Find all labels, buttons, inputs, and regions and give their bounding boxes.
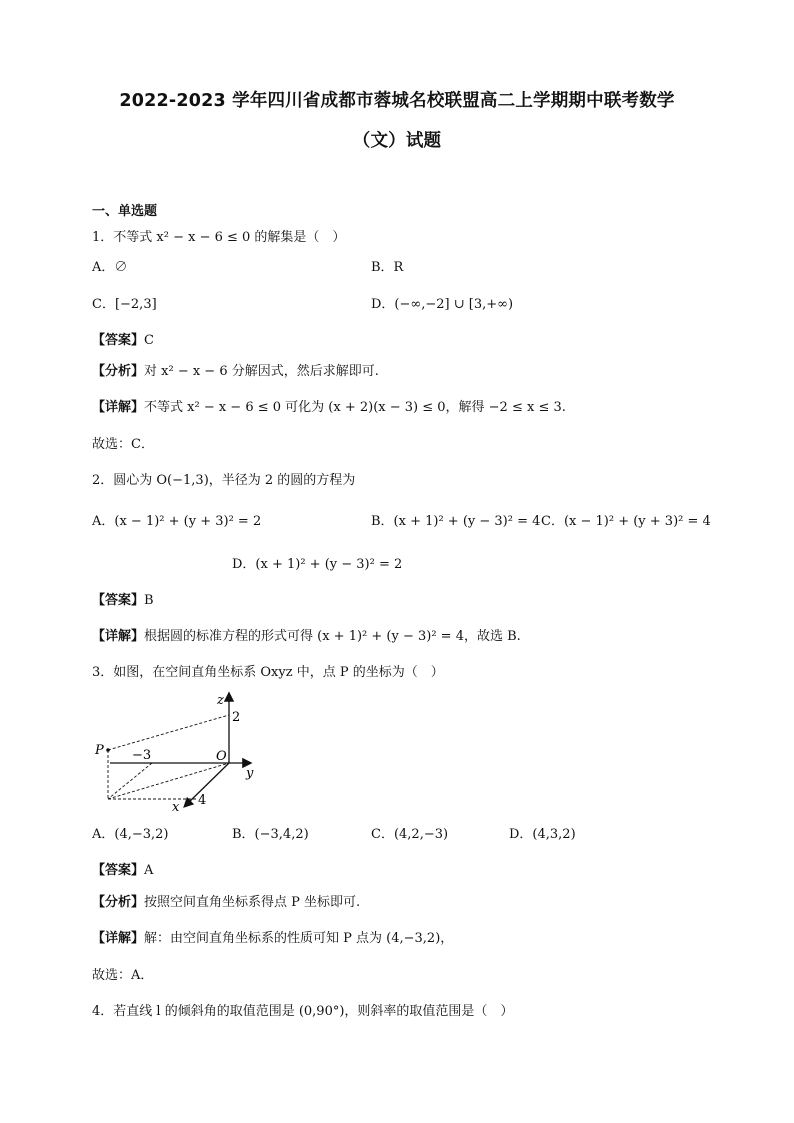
q1-analysis-row: [92, 363, 379, 381]
q3-analysis-row: [92, 894, 360, 912]
q2-answer-row: [92, 592, 154, 610]
coordinate-system-figure: [90, 688, 280, 818]
answer-tag: 【答案】: [92, 333, 145, 348]
x-axis: [185, 763, 229, 806]
q2-option-a: A．(x − 1)² + (y + 3)² = 2: [92, 514, 262, 529]
q3-option-b: B．(−3,4,2): [232, 827, 309, 842]
q2-option-d: D．(x + 1)² + (y − 3)² = 2: [232, 557, 403, 572]
answer-tag: 【答案】: [92, 863, 145, 878]
q2-answer: B: [144, 593, 154, 608]
q2-option-b: B．(x + 1)² + (y − 3)² = 4: [371, 514, 541, 529]
z-tick-label: 2: [232, 710, 241, 725]
document-title-line1: 2022-2023 学年四川省成都市蓉城名校联盟高二上学期期中联考数学: [119, 91, 675, 111]
point-p: [106, 748, 110, 752]
q2-detail-row: [92, 628, 521, 646]
q1-answer: C: [144, 333, 154, 348]
detail-tag: 【详解】: [92, 931, 145, 946]
q1-detail-row: [92, 399, 566, 417]
q4-stem: 4．若直线 l 的倾斜角的取值范围是 (0,90°)，则斜率的取值范围是（ ）: [92, 1004, 514, 1019]
document-title-line2: （文）试题: [352, 131, 442, 151]
answer-tag: 【答案】: [92, 593, 145, 608]
analysis-tag: 【分析】: [92, 364, 145, 379]
q3-analysis: 按照空间直角坐标系得点 P 坐标即可.: [144, 895, 361, 910]
z-axis-label: z: [217, 693, 224, 708]
q3-answer: A: [144, 863, 154, 878]
q1-option-a: A．∅: [92, 260, 128, 275]
section-heading: 一、单选题: [92, 204, 158, 219]
x-tick-label: 4: [198, 793, 207, 808]
q2-stem: 2．圆心为 O(−1,3)，半径为 2 的圆的方程为: [92, 473, 356, 488]
q3-option-a: A．(4,−3,2): [92, 827, 169, 842]
detail-tag: 【详解】: [92, 629, 145, 644]
q3-stem: 3．如图，在空间直角坐标系 Oxyz 中，点 P 的坐标为（ ）: [92, 665, 444, 680]
point-p-label: P: [95, 743, 104, 758]
q1-stem: 1．不等式 x² − x − 6 ≤ 0 的解集是（ ）: [92, 230, 346, 245]
q1-conclusion: 故选：C．: [92, 437, 154, 452]
q1-option-b: B．R: [371, 260, 404, 275]
q3-option-c: C．(4,2,−3): [371, 827, 449, 842]
q1-detail: 不等式 x² − x − 6 ≤ 0 可化为 (x + 2)(x − 3) ≤ 0，解得 −2 ≤ x ≤ 3.: [144, 400, 566, 415]
q3-conclusion: 故选：A．: [92, 968, 154, 983]
dashed-line: [108, 763, 152, 799]
q1-analysis: 对 x² − x − 6 分解因式，然后求解即可.: [144, 364, 379, 379]
q3-answer-row: [92, 862, 153, 880]
q1-answer-row: [92, 332, 154, 350]
x-axis-label: x: [172, 800, 180, 815]
analysis-tag: 【分析】: [92, 895, 145, 910]
detail-tag: 【详解】: [92, 400, 145, 415]
q3-option-d: D．(4,3,2): [509, 827, 576, 842]
q1-option-c: C．[−2,3]: [92, 297, 157, 312]
q3-detail: 解：由空间直角坐标系的性质可知 P 点为 (4,−3,2)，: [144, 931, 454, 946]
y-tick-label: −3: [132, 748, 152, 763]
q2-detail: 根据圆的标准方程的形式可得 (x + 1)² + (y − 3)² = 4，故选 B.: [144, 629, 521, 644]
y-axis-label: y: [246, 766, 254, 781]
q1-option-d: D．(−∞,−2] ∪ [3,+∞): [371, 297, 514, 312]
dashed-line: [108, 715, 229, 750]
origin-label: O: [216, 749, 227, 764]
q2-option-c: C．(x − 1)² + (y + 3)² = 4: [541, 514, 711, 529]
q3-detail-row: [92, 930, 453, 948]
